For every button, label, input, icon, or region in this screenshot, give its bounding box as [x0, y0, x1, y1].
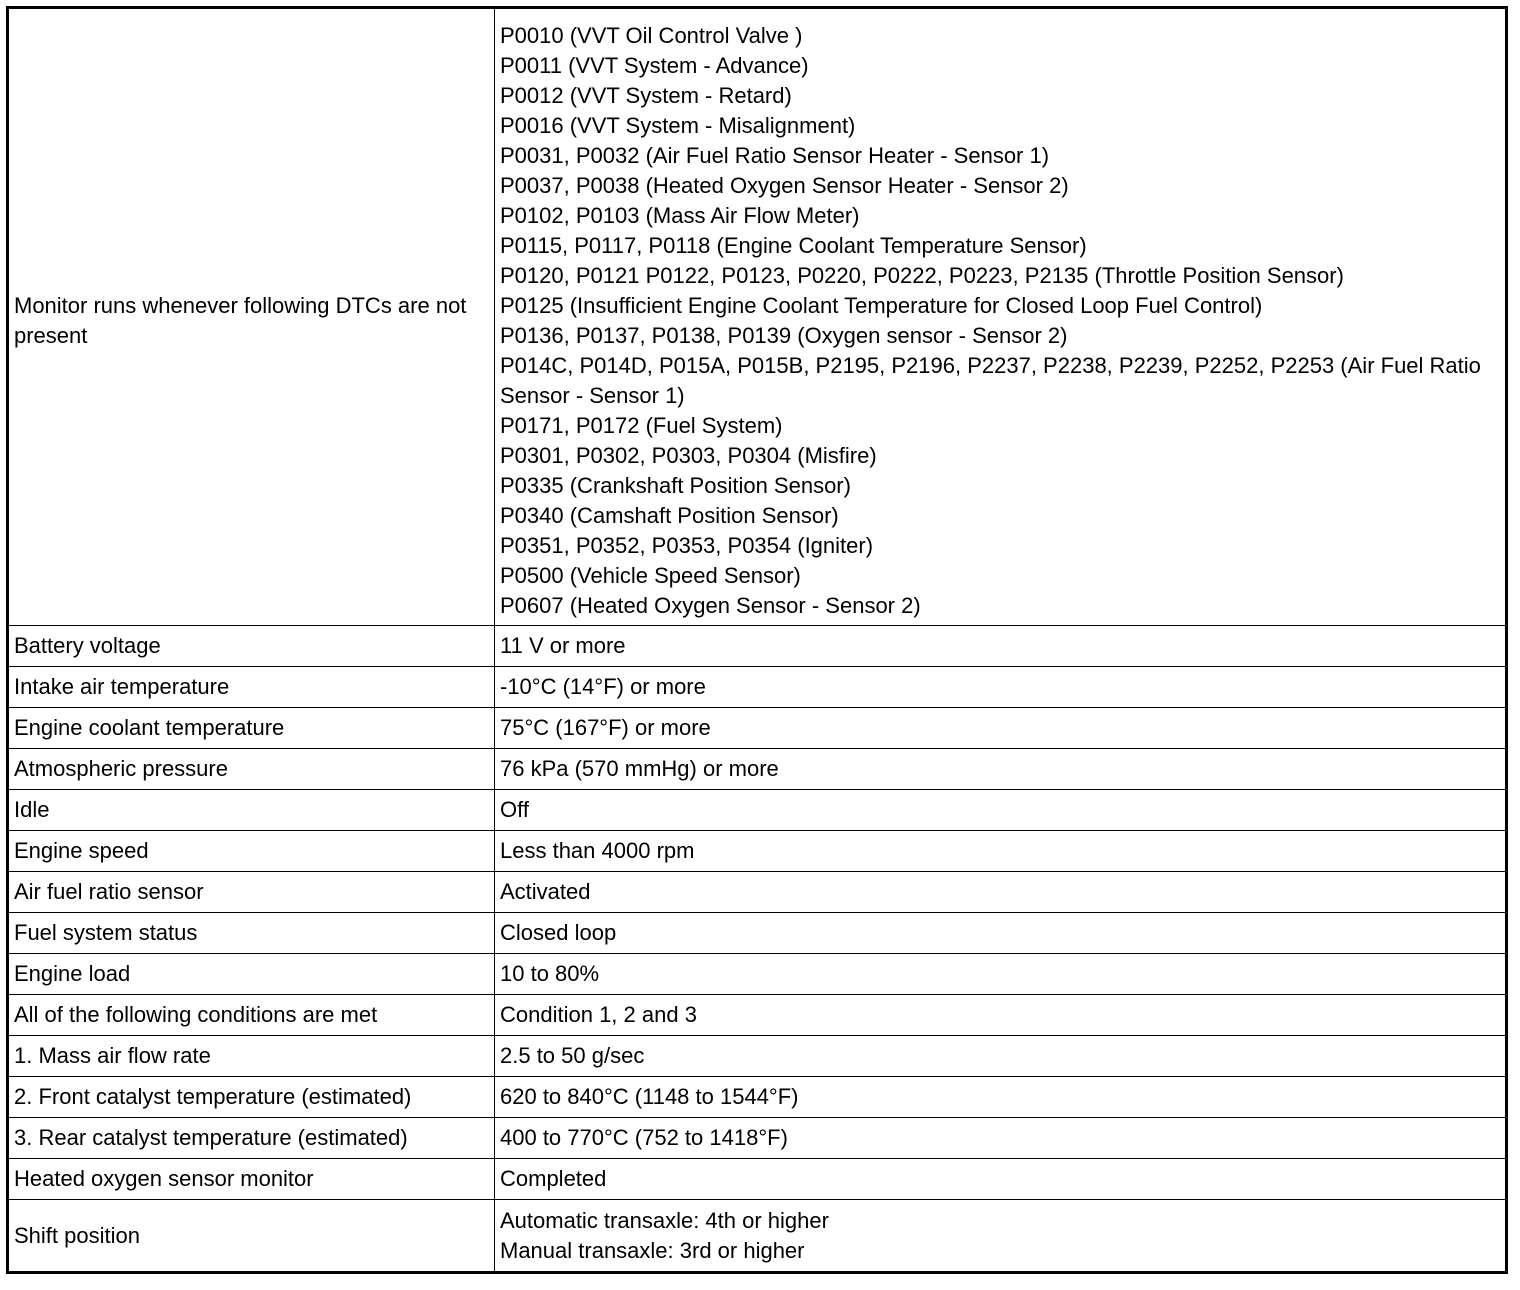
- condition-value: 76 kPa (570 mmHg) or more: [495, 749, 1507, 790]
- table-row: [8, 667, 1507, 708]
- condition-value: 400 to 770°C (752 to 1418°F): [495, 1118, 1507, 1159]
- table-row: [8, 913, 1507, 954]
- dtc-line: P0340 (Camshaft Position Sensor): [500, 503, 839, 528]
- condition-item: Intake air temperature: [8, 667, 495, 708]
- dtc-line: P014C, P014D, P015A, P015B, P2195, P2196, P2237, P2238, P2239, P2252, P2253 (Air Fuel Ratio Sensor - Sensor 1): [500, 353, 1481, 408]
- condition-item: Engine coolant temperature: [8, 708, 495, 749]
- condition-value: Off: [495, 790, 1507, 831]
- dtc-line: P0102, P0103 (Mass Air Flow Meter): [500, 203, 860, 228]
- condition-item: Engine speed: [8, 831, 495, 872]
- condition-value: 11 V or more: [495, 626, 1507, 667]
- dtc-line: P0016 (VVT System - Misalignment): [500, 113, 856, 138]
- dtc-line: P0115, P0117, P0118 (Engine Coolant Temperature Sensor): [500, 233, 1087, 258]
- table-row: [8, 1200, 1507, 1273]
- dtc-line: P0010 (VVT Oil Control Valve ): [500, 23, 803, 48]
- condition-item: 3. Rear catalyst temperature (estimated): [8, 1118, 495, 1159]
- condition-item: Shift position: [8, 1200, 495, 1273]
- condition-value: -10°C (14°F) or more: [495, 667, 1507, 708]
- condition-item: Fuel system status: [8, 913, 495, 954]
- condition-value: 620 to 840°C (1148 to 1544°F): [495, 1077, 1507, 1118]
- condition-value: Closed loop: [495, 913, 1507, 954]
- dtc-line: P0335 (Crankshaft Position Sensor): [500, 473, 851, 498]
- table-row: [8, 749, 1507, 790]
- dtc-line: P0120, P0121 P0122, P0123, P0220, P0222, P0223, P2135 (Throttle Position Sensor): [500, 263, 1344, 288]
- dtc-line: P0012 (VVT System - Retard): [500, 83, 792, 108]
- condition-item: Heated oxygen sensor monitor: [8, 1159, 495, 1200]
- table-row: [8, 1118, 1507, 1159]
- condition-item: Air fuel ratio sensor: [8, 872, 495, 913]
- table-row: [8, 831, 1507, 872]
- dtc-line: P0031, P0032 (Air Fuel Ratio Sensor Heater - Sensor 1): [500, 143, 1050, 168]
- table-row: [8, 790, 1507, 831]
- condition-value: Less than 4000 rpm: [495, 831, 1507, 872]
- condition-item: Engine load: [8, 954, 495, 995]
- dtc-line: P0607 (Heated Oxygen Sensor - Sensor 2): [500, 593, 921, 618]
- table-row: [8, 8, 1507, 626]
- dtc-line: P0171, P0172 (Fuel System): [500, 413, 783, 438]
- conditions-table: [6, 6, 1508, 1274]
- dtc-line: P0351, P0352, P0353, P0354 (Igniter): [500, 533, 874, 558]
- condition-value: 75°C (167°F) or more: [495, 708, 1507, 749]
- condition-value: [495, 1200, 1507, 1273]
- table-row: [8, 995, 1507, 1036]
- dtc-line: P0037, P0038 (Heated Oxygen Sensor Heater - Sensor 2): [500, 173, 1069, 198]
- condition-value: [495, 8, 1507, 626]
- shift-line: Manual transaxle: 3rd or higher: [500, 1237, 805, 1263]
- condition-item: 1. Mass air flow rate: [8, 1036, 495, 1077]
- dtc-line: P0125 (Insufficient Engine Coolant Temperature for Closed Loop Fuel Control): [500, 293, 1263, 318]
- table-row: [8, 626, 1507, 667]
- table-row: [8, 1036, 1507, 1077]
- dtc-line: P0301, P0302, P0303, P0304 (Misfire): [500, 443, 877, 468]
- table-row: [8, 1159, 1507, 1200]
- dtc-line: P0136, P0137, P0138, P0139 (Oxygen sensor - Sensor 2): [500, 323, 1068, 348]
- condition-value: 10 to 80%: [495, 954, 1507, 995]
- condition-item: 2. Front catalyst temperature (estimated): [8, 1077, 495, 1118]
- condition-item: Battery voltage: [8, 626, 495, 667]
- condition-item: All of the following conditions are met: [8, 995, 495, 1036]
- condition-item: Idle: [8, 790, 495, 831]
- condition-value: Completed: [495, 1159, 1507, 1200]
- table-row: [8, 1077, 1507, 1118]
- dtc-line: P0011 (VVT System - Advance): [500, 53, 809, 78]
- condition-item: Monitor runs whenever following DTCs are not present: [8, 8, 495, 626]
- condition-value: 2.5 to 50 g/sec: [495, 1036, 1507, 1077]
- condition-value: Condition 1, 2 and 3: [495, 995, 1507, 1036]
- table-row: [8, 954, 1507, 995]
- table-row: [8, 708, 1507, 749]
- shift-line: Automatic transaxle: 4th or higher: [500, 1207, 829, 1233]
- condition-value: Activated: [495, 872, 1507, 913]
- table-row: [8, 872, 1507, 913]
- condition-item: Atmospheric pressure: [8, 749, 495, 790]
- dtc-line: P0500 (Vehicle Speed Sensor): [500, 563, 801, 588]
